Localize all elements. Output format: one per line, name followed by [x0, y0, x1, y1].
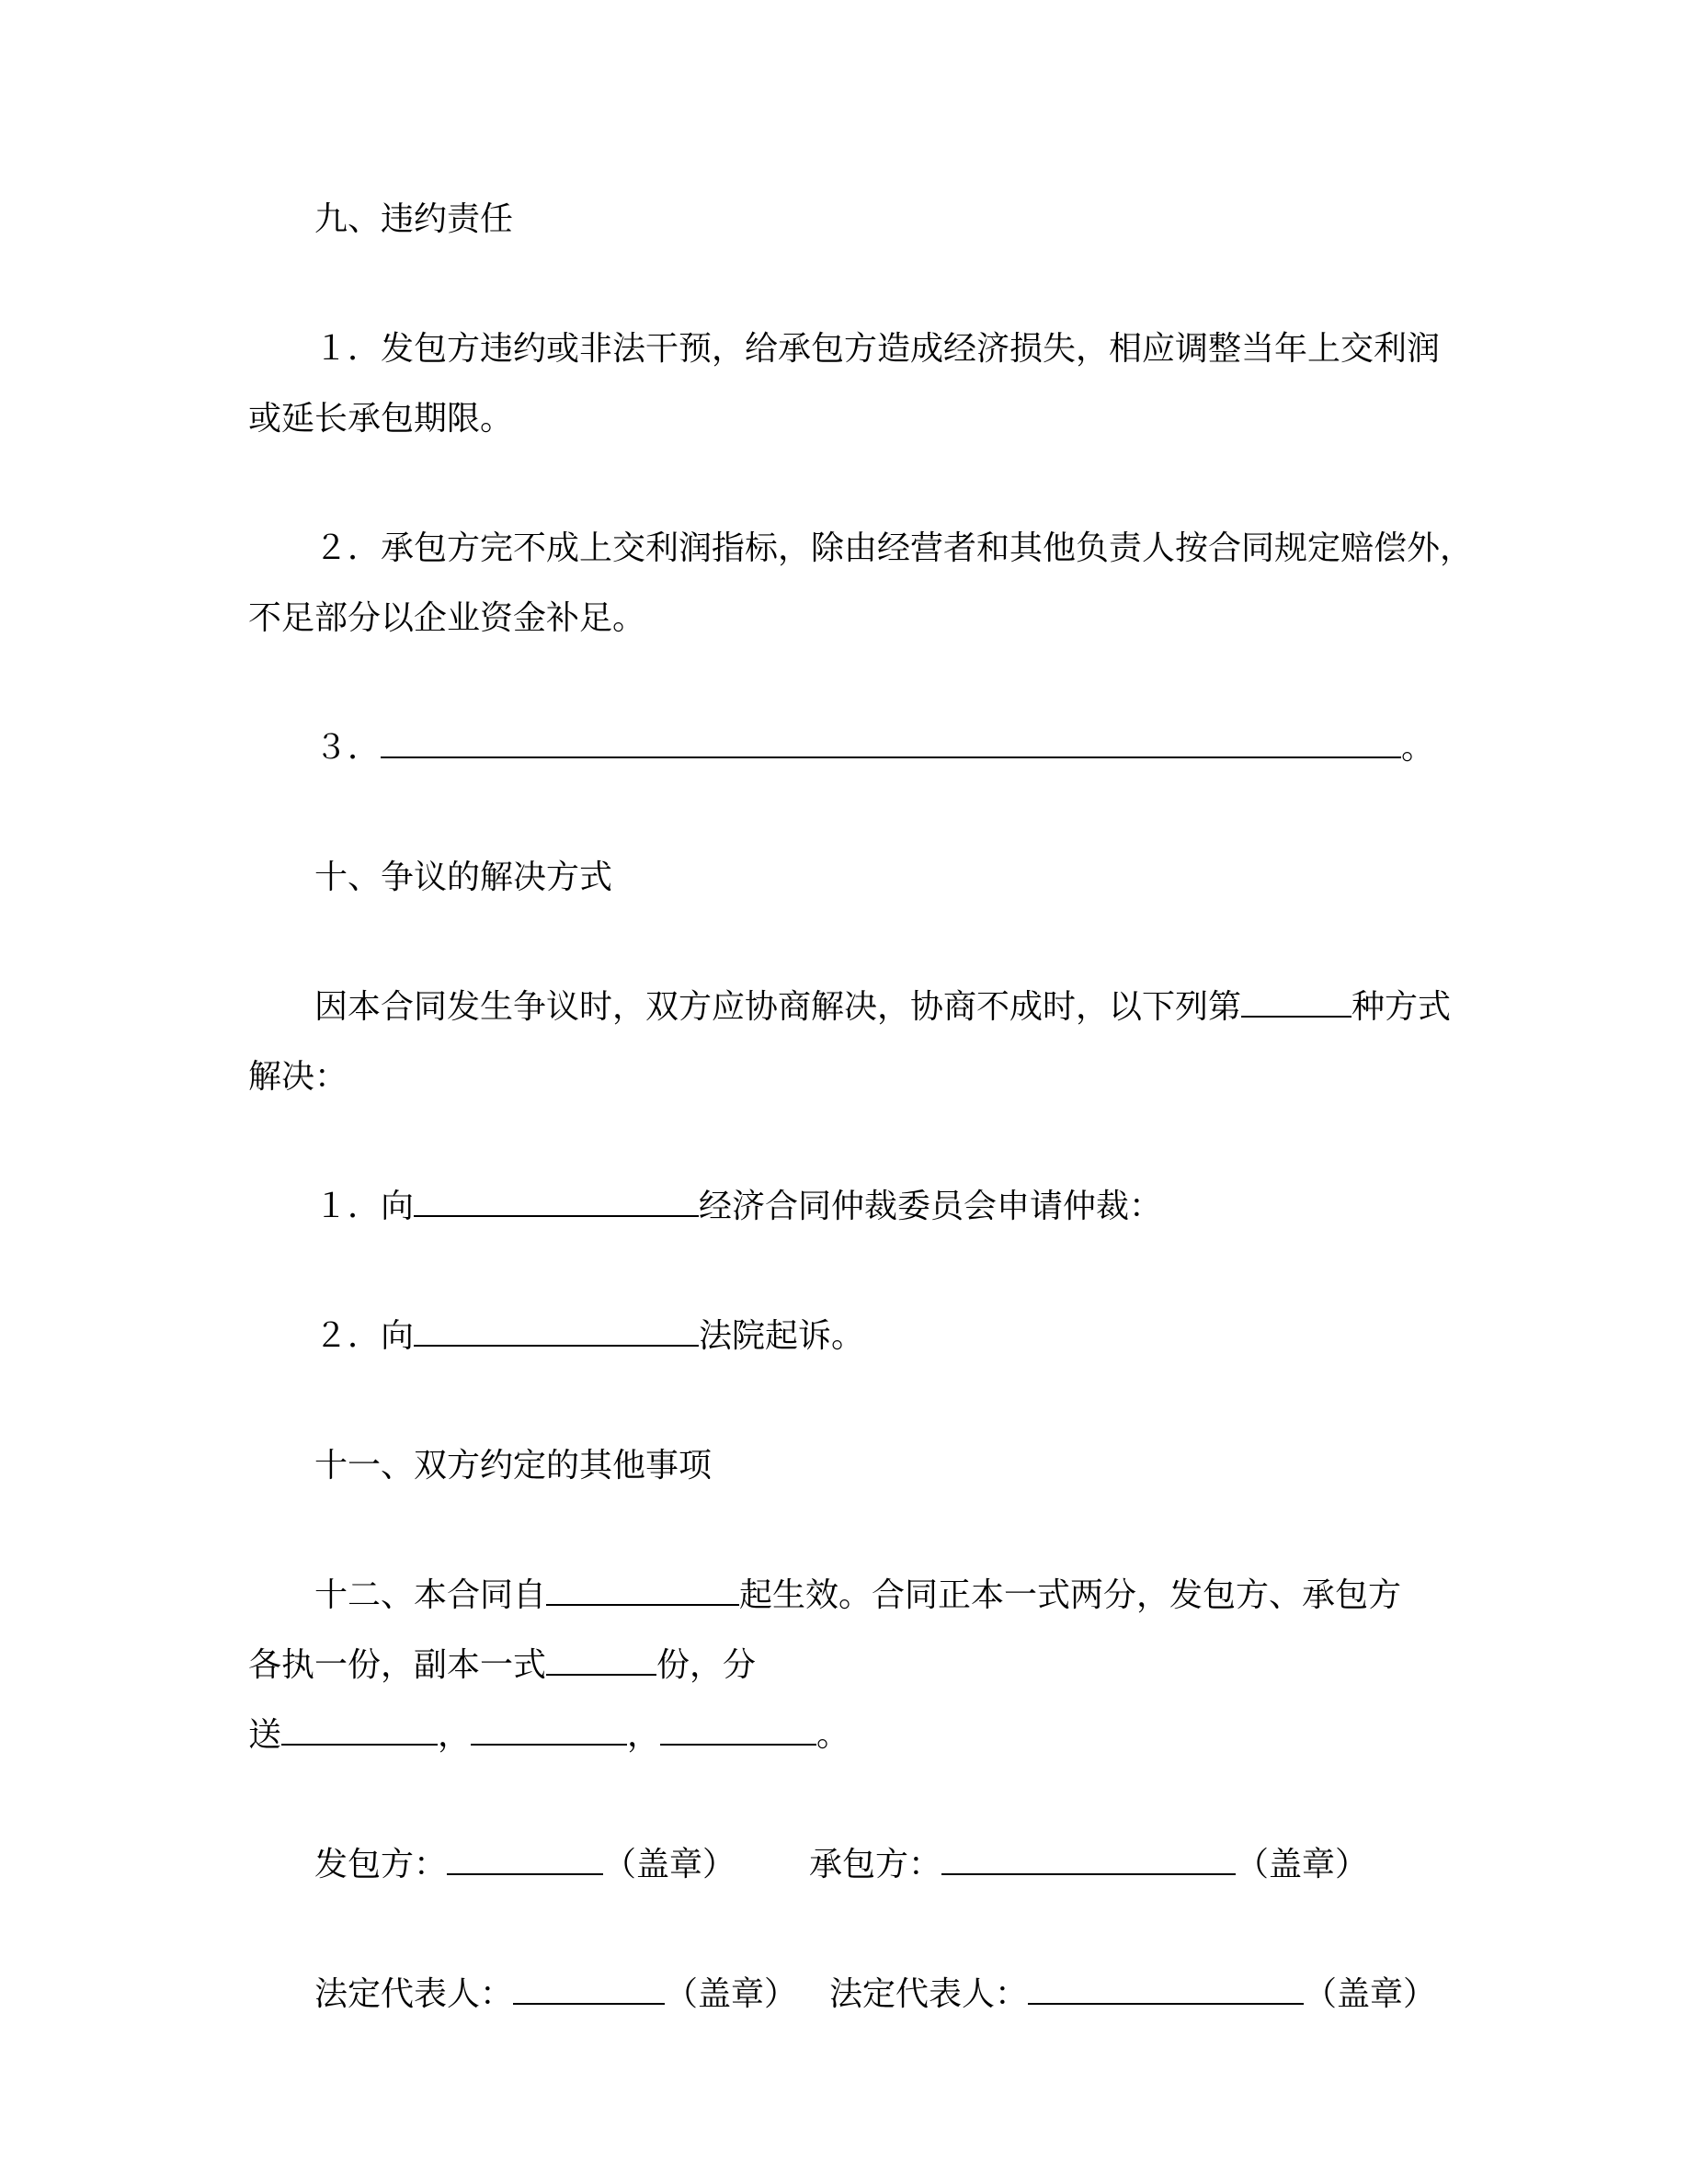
text-run: 九、违约责任: [314, 200, 514, 237]
clause-10-2: [248, 1301, 1440, 1371]
text-run: 法定代表人：: [829, 1975, 1029, 2012]
text-run: １．发包方违约或非法干预，给承包方造成经济损失，相应调整当年上交利润: [314, 330, 1441, 367]
text-run: 法定代表人：: [314, 1975, 514, 2012]
text-run: 承包方：: [809, 1846, 942, 1883]
document-body: [248, 184, 1474, 2029]
clause-10-1: [248, 1171, 1440, 1241]
text-run: （盖章）: [1304, 1975, 1437, 2012]
blank-underline: [546, 1648, 656, 1676]
heading-section-10: [248, 842, 1440, 912]
text-run: ，: [627, 1716, 661, 1753]
text-run: 解决：: [248, 1058, 348, 1095]
spacer: [797, 2004, 829, 2005]
clause-9-3: [248, 712, 1440, 782]
blank-underline: [513, 1977, 665, 2005]
text-run: （盖章）: [665, 1975, 798, 2012]
spacer: [736, 1874, 809, 1875]
blank-underline: [381, 731, 1401, 758]
text-run: 经济合同仲裁委员会申请仲裁：: [699, 1188, 1163, 1224]
text-run: ，: [438, 1716, 472, 1753]
text-run: 不足部分以企业资金补足。: [248, 599, 646, 636]
text-run: 十、争议的解决方式: [314, 859, 613, 895]
blank-underline: [471, 1718, 627, 1746]
signature-line-representatives: [248, 1959, 1440, 2029]
text-run: 发包方：: [314, 1846, 448, 1883]
clause-9-2: [248, 513, 1474, 653]
text-run: １．向: [314, 1188, 415, 1224]
blank-underline: [941, 1848, 1236, 1875]
blank-underline: [447, 1848, 603, 1875]
blank-underline: [414, 1189, 699, 1217]
blank-underline: [414, 1319, 699, 1347]
text-run: 法院起诉。: [699, 1317, 865, 1354]
signature-line-parties: [248, 1829, 1440, 1899]
text-run: 起生效。合同正本一式两分，发包方、承包方: [739, 1576, 1402, 1613]
text-run: ３．: [314, 729, 382, 766]
text-run: （盖章）: [1236, 1846, 1369, 1883]
text-run: 十一、双方约定的其他事项: [314, 1447, 713, 1484]
clause-12: [248, 1560, 1440, 1769]
heading-section-9: [248, 184, 1440, 254]
text-run: 。: [816, 1716, 850, 1753]
blank-underline: [1028, 1977, 1304, 2005]
text-run: 因本合同发生争议时，双方应协商解决，协商不成时，以下列第: [314, 988, 1242, 1025]
text-run: ２．承包方完不成上交利润指标，除由经营者和其他负责人按合同规定赔偿外，: [314, 529, 1474, 566]
text-run: 种方式: [1352, 988, 1452, 1025]
clause-10-intro: [248, 972, 1452, 1111]
text-run: ２．向: [314, 1317, 415, 1354]
text-run: 各执一份，副本一式: [248, 1646, 547, 1683]
text-run: 。: [1401, 729, 1435, 766]
heading-section-11: [248, 1430, 1440, 1500]
blank-underline: [1241, 990, 1352, 1018]
clause-9-1: [248, 313, 1440, 453]
text-run: 份，分: [656, 1646, 757, 1683]
text-run: 或延长承包期限。: [248, 400, 514, 437]
blank-underline: [660, 1718, 816, 1746]
text-run: （盖章）: [603, 1846, 736, 1883]
text-run: 十二、本合同自: [314, 1576, 547, 1613]
text-run: 送: [248, 1716, 282, 1753]
blank-underline: [281, 1718, 438, 1746]
blank-underline: [546, 1578, 739, 1606]
